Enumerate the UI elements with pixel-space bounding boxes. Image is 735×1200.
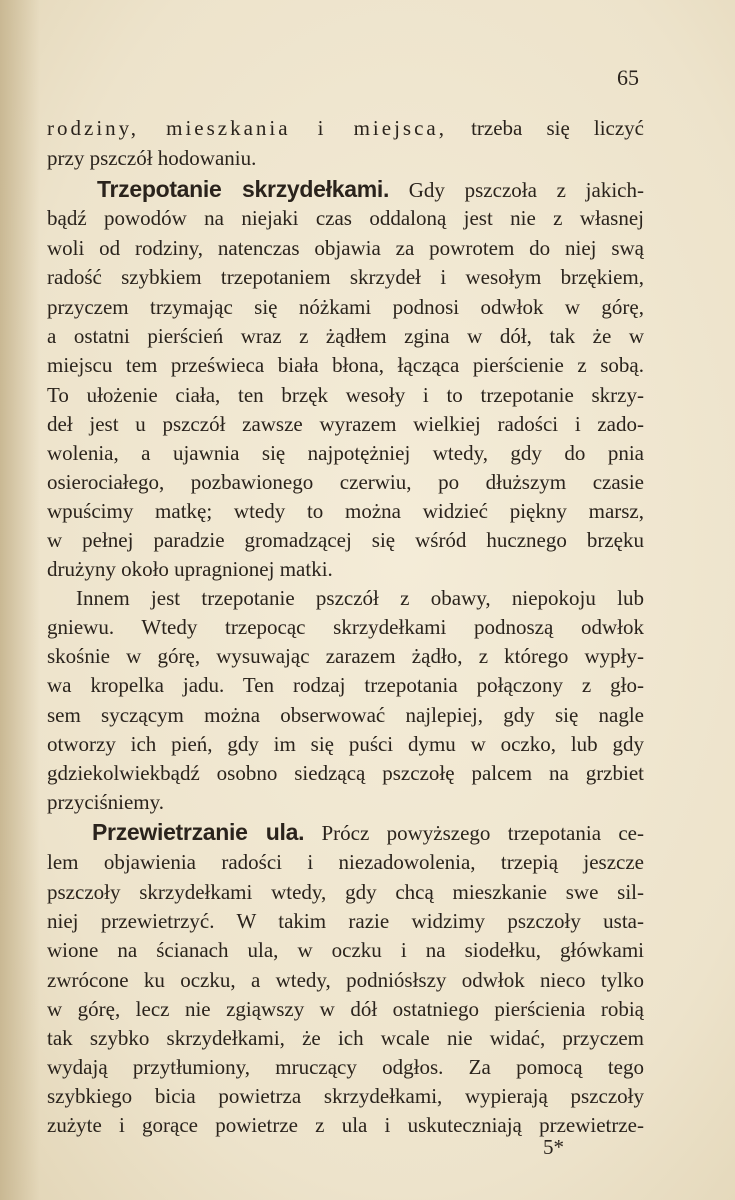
text-line: wione na ścianach ula, w oczku i na siodełku, główkami: [47, 938, 644, 962]
text-line: tak szybko skrzydełkami, że ich wcale nie widać, przyczem: [47, 1026, 644, 1050]
text-line: zwrócone ku oczku, a wtedy, podniósłszy odwłok nieco tylko: [47, 968, 644, 992]
text-line: gdziekolwiekbądź osobno siedzącą pszczołę palcem na grzbiet: [47, 761, 644, 785]
text-line: wpuścimy matkę; wtedy to można widzieć piękny marsz,: [47, 499, 644, 523]
text-line: To ułożenie ciała, ten brzęk wesoły i to trzepotanie skrzy-: [47, 383, 644, 407]
page-number: 65: [617, 65, 639, 90]
text-line: przyczem trzymając się nóżkami podnosi odwłok w górę,: [47, 295, 644, 319]
text-line: Innem jest trzepotanie pszczół z obawy, niepokoju lub: [76, 586, 644, 610]
text-line: szybkiego bicia powietrza skrzydełkami, wypierają pszczoły: [47, 1084, 644, 1108]
text-line: a ostatni pierścień wraz z żądłem zgina w dół, tak że w: [47, 324, 644, 348]
text-line: osierociałego, pozbawionego czerwiu, po dłuższym czasie: [47, 470, 644, 494]
text-line: sem syczącym można obserwować najlepiej, gdy się nagle: [47, 703, 644, 727]
text-fragment: Prócz powyższego trzepotania ce-: [304, 821, 644, 845]
text-line: bądź powodów na niejaki czas oddaloną jest nie z własnej: [47, 206, 644, 230]
text-line: radość szybkiem trzepotaniem skrzydeł i wesołym brzękiem,: [47, 265, 644, 289]
text-fragment: Gdy pszczoła z jakich-: [389, 178, 644, 202]
text-line: otworzy ich pień, gdy im się puści dymu w oczko, lub gdy: [47, 732, 644, 756]
section-heading: Trzepotanie skrzydełkami.: [97, 176, 390, 202]
text-line: [47, 174, 644, 204]
text-line: miejscu tem prześwieca biała błona, łącząca pierścienie z sobą.: [47, 353, 644, 377]
page-gutter-shadow: [0, 0, 40, 1200]
text-line: deł jest u pszczół zawsze wyrazem wielkiej radości i zado-: [47, 412, 644, 436]
text-line: wydają przytłumiony, mruczący odgłos. Za pomocą tego: [47, 1055, 644, 1079]
text-line: skośnie w górę, wysuwając zarazem żądło, z którego wypły-: [47, 644, 644, 668]
text-line: drużyny około upragnionej matki.: [47, 557, 333, 581]
text-line: gniewu. Wtedy trzepocąc skrzydełkami podnoszą odwłok: [47, 615, 644, 639]
text-line: lem objawienia radości i niezadowolenia, trzepią jeszcze: [47, 850, 644, 874]
text-line: zużyte i gorące powietrze z ula i uskuteczniają przewietrze-: [47, 1113, 644, 1137]
text-line: przy pszczół hodowaniu.: [47, 146, 257, 170]
text-line: w pełnej paradzie gromadzącej się wśród hucznego brzęku: [47, 528, 644, 552]
text-line: przyciśniemy.: [47, 790, 165, 814]
text-line: niej przewietrzyć. W takim razie widzimy pszczoły usta-: [47, 909, 644, 933]
text-line: [47, 113, 644, 143]
section-heading: Przewietrzanie ula.: [92, 819, 305, 845]
text-line: wa kropelka jadu. Ten rodzaj trzepotania połączony z gło-: [47, 673, 644, 697]
text-fragment: trzeba się liczyć: [446, 116, 644, 140]
signature-mark: 5*: [543, 1135, 564, 1159]
text-line: [47, 817, 644, 847]
text-line: wolenia, a ujawnia się najpotężniej wtedy, gdy do pnia: [47, 441, 644, 465]
text-line: w górę, lecz nie zgiąwszy w dół ostatniego pierścienia robią: [47, 997, 644, 1021]
text-line: woli od rodziny, natenczas objawia za powrotem do niej swą: [47, 236, 644, 260]
text-line: pszczoły skrzydełkami wtedy, gdy chcą mieszkanie swe sil-: [47, 880, 644, 904]
spaced-text: rodziny, mieszkania i miejsca,: [47, 116, 447, 140]
